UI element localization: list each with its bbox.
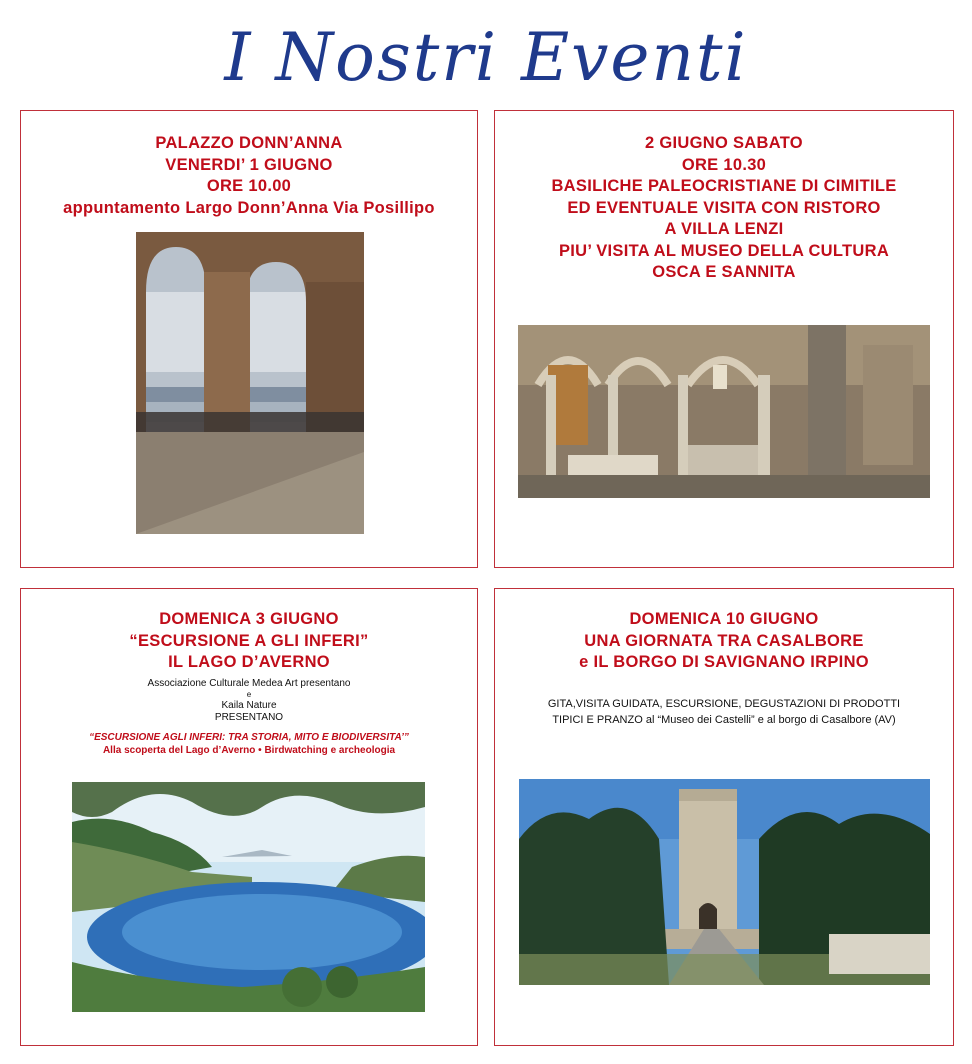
event-meeting-point: appuntamento Largo Donn’Anna Via Posillipo [63, 198, 435, 217]
event-time: ORE 10.00 [206, 177, 292, 195]
event-line: PIU’ VISITA AL MUSEO DELLA CULTURA [558, 241, 890, 260]
lago-averno-photo [72, 782, 425, 1012]
event-card-palazzo-donn-anna [20, 110, 478, 568]
event-subtitle [21, 732, 477, 757]
event-line: OSCA E SANNITA [652, 263, 796, 281]
event-header [495, 133, 953, 284]
event-card-casalbore [494, 588, 954, 1046]
event-place: e IL BORGO DI SAVIGNANO IRPINO [579, 653, 869, 671]
event-line: A VILLA LENZI [664, 220, 784, 238]
organizer-line: PRESENTANO [214, 712, 284, 723]
subtitle-line: Alla scoperta del Lago d’Averno • Birdwatching e archeologia [102, 744, 396, 756]
event-place: IL LAGO D’AVERNO [168, 653, 330, 671]
palazzo-donn-anna-arches-photo [136, 232, 364, 534]
event-date: VENERDI’ 1 GIUGNO [165, 155, 333, 174]
event-date: DOMENICA 3 GIUGNO [159, 610, 339, 628]
event-line: ED EVENTUALE VISITA CON RISTORO [567, 198, 881, 217]
event-organizers [21, 678, 477, 724]
page-title: I Nostri Eventi [224, 19, 748, 96]
event-header [21, 609, 477, 674]
event-header [495, 609, 953, 674]
event-venue: PALAZZO DONN’ANNA [155, 134, 343, 152]
organizer-line: Associazione Culturale Medea Art presentano [147, 678, 351, 689]
organizer-line: e [246, 690, 252, 699]
basilica-cimitile-interior-photo [518, 325, 930, 498]
description-line: GITA,VISITA GUIDATA, ESCURSIONE, DEGUSTAZIONI DI PRODOTTI [547, 698, 901, 710]
event-description [495, 696, 953, 728]
casalbore-tower-photo [519, 779, 930, 985]
event-title: UNA GIORNATA TRA CASALBORE [584, 631, 864, 650]
event-time: ORE 10.30 [681, 155, 767, 174]
event-line: BASILICHE PALEOCRISTIANE DI CIMITILE [551, 177, 897, 195]
subtitle-line: “ESCURSIONE AGLI INFERI: TRA STORIA, MITO E BIODIVERSITA’” [89, 732, 409, 743]
event-card-lago-averno [20, 588, 478, 1046]
event-date: 2 GIUGNO SABATO [645, 134, 803, 152]
organizer-line: Kaila Nature [221, 700, 277, 711]
description-line: TIPICI E PRANZO al “Museo dei Castelli” e al borgo di Casalbore (AV) [552, 714, 896, 726]
event-title: “ESCURSIONE A GLI INFERI” [129, 631, 369, 650]
event-date: DOMENICA 10 GIUGNO [629, 610, 819, 628]
event-header [21, 133, 477, 219]
event-card-cimitile [494, 110, 954, 568]
